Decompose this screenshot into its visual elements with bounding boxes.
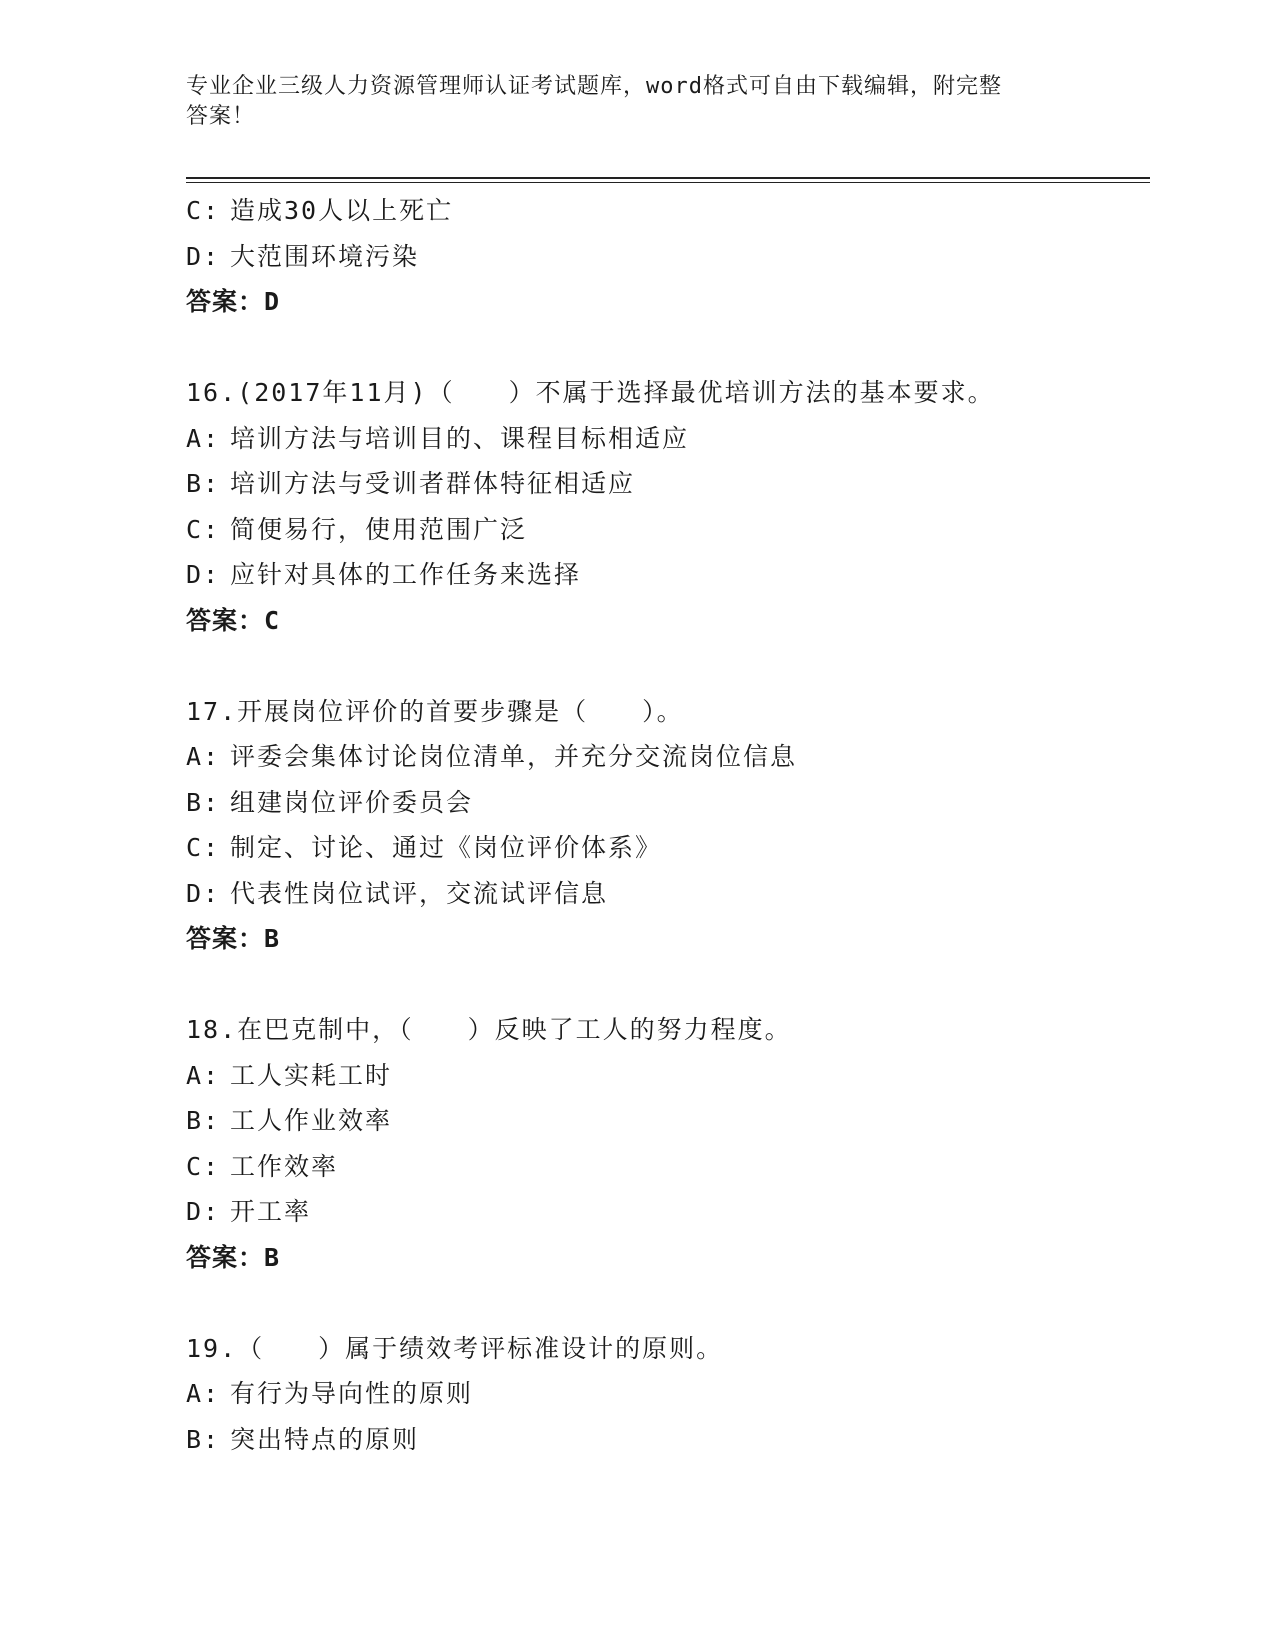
option-text: 培训方法与受训者群体特征相适应 (230, 469, 636, 498)
option-a (186, 416, 1150, 462)
option-key: B: (186, 1424, 221, 1454)
option-key: A: (186, 1379, 221, 1408)
option-text: 组建岗位评价委员会 (230, 787, 474, 817)
option-text: 评委会集体讨论岗位清单，并充分交流岗位信息 (230, 742, 798, 771)
header-rule-thick (186, 177, 1150, 179)
option-b (186, 780, 1150, 826)
option-text: 工人作业效率 (230, 1106, 393, 1135)
question-stem: 19.（ ）属于绩效考评标准设计的原则。 (186, 1333, 724, 1363)
question-stem: 16.(2017年11月)（ ）不属于选择最优培训方法的基本要求。 (186, 378, 995, 407)
option-text: 制定、讨论、通过《岗位评价体系》 (230, 833, 663, 862)
option-a (186, 734, 1150, 780)
header-line-1: 专业企业三级人力资源管理师认证考试题库，word格式可自由下载编辑，附完整 (186, 74, 1002, 99)
option-key: C: (186, 1151, 221, 1181)
option-key: D: (186, 241, 221, 271)
option-text: 开工率 (230, 1197, 312, 1226)
option-text: 应针对具体的工作任务来选择 (230, 560, 582, 589)
option-c (186, 825, 1150, 871)
option-c (186, 507, 1150, 553)
answer-line: 答案：C (186, 605, 281, 635)
option-text: 造成30人以上死亡 (230, 196, 454, 225)
question-block-19 (186, 1326, 1150, 1463)
question-block-15 (186, 188, 1150, 325)
option-a (186, 1053, 1150, 1099)
option-key: B: (186, 787, 221, 817)
option-c (186, 188, 1150, 234)
option-b (186, 1098, 1150, 1144)
spacer (186, 962, 1150, 1008)
option-key: A: (186, 1060, 221, 1090)
option-key: D: (186, 878, 221, 908)
option-key: C: (186, 833, 221, 862)
option-key: B: (186, 469, 221, 498)
option-c (186, 1144, 1150, 1190)
option-key: D: (186, 560, 221, 589)
question-stem: 17.开展岗位评价的首要步骤是（ ）。 (186, 696, 684, 726)
option-text: 培训方法与培训目的、课程目标相适应 (230, 423, 690, 453)
option-key: D: (186, 1197, 221, 1226)
option-b (186, 461, 1150, 507)
question-block-16 (186, 370, 1150, 643)
header-rule-thin (186, 182, 1150, 183)
question-list (186, 188, 1150, 1462)
answer-line: 答案：B (186, 1242, 281, 1272)
spacer (186, 325, 1150, 371)
option-text: 大范围环境污染 (230, 241, 420, 271)
question-block-17 (186, 689, 1150, 962)
option-d (186, 871, 1150, 917)
spacer (186, 643, 1150, 689)
option-a (186, 1371, 1150, 1417)
option-text: 突出特点的原则 (230, 1424, 420, 1454)
answer-line: 答案：D (186, 287, 281, 316)
option-key: B: (186, 1106, 221, 1135)
option-text: 有行为导向性的原则 (230, 1379, 474, 1408)
question-stem: 18.在巴克制中，（ ）反映了工人的努力程度。 (186, 1015, 792, 1044)
option-key: A: (186, 742, 221, 771)
option-b (186, 1417, 1150, 1463)
option-d (186, 1189, 1150, 1235)
option-text: 代表性岗位试评，交流试评信息 (230, 878, 609, 908)
option-text: 简便易行，使用范围广泛 (230, 514, 528, 544)
option-d (186, 552, 1150, 598)
option-key: C: (186, 196, 221, 225)
option-d (186, 234, 1150, 280)
spacer (186, 1280, 1150, 1326)
option-text: 工人实耗工时 (230, 1060, 393, 1090)
option-key: C: (186, 514, 221, 544)
option-key: A: (186, 423, 221, 453)
option-text: 工作效率 (230, 1151, 339, 1181)
page-header (186, 72, 1066, 132)
header-line-2: 答案！ (186, 104, 256, 129)
question-block-18 (186, 1007, 1150, 1280)
answer-line: 答案：B (186, 924, 281, 953)
